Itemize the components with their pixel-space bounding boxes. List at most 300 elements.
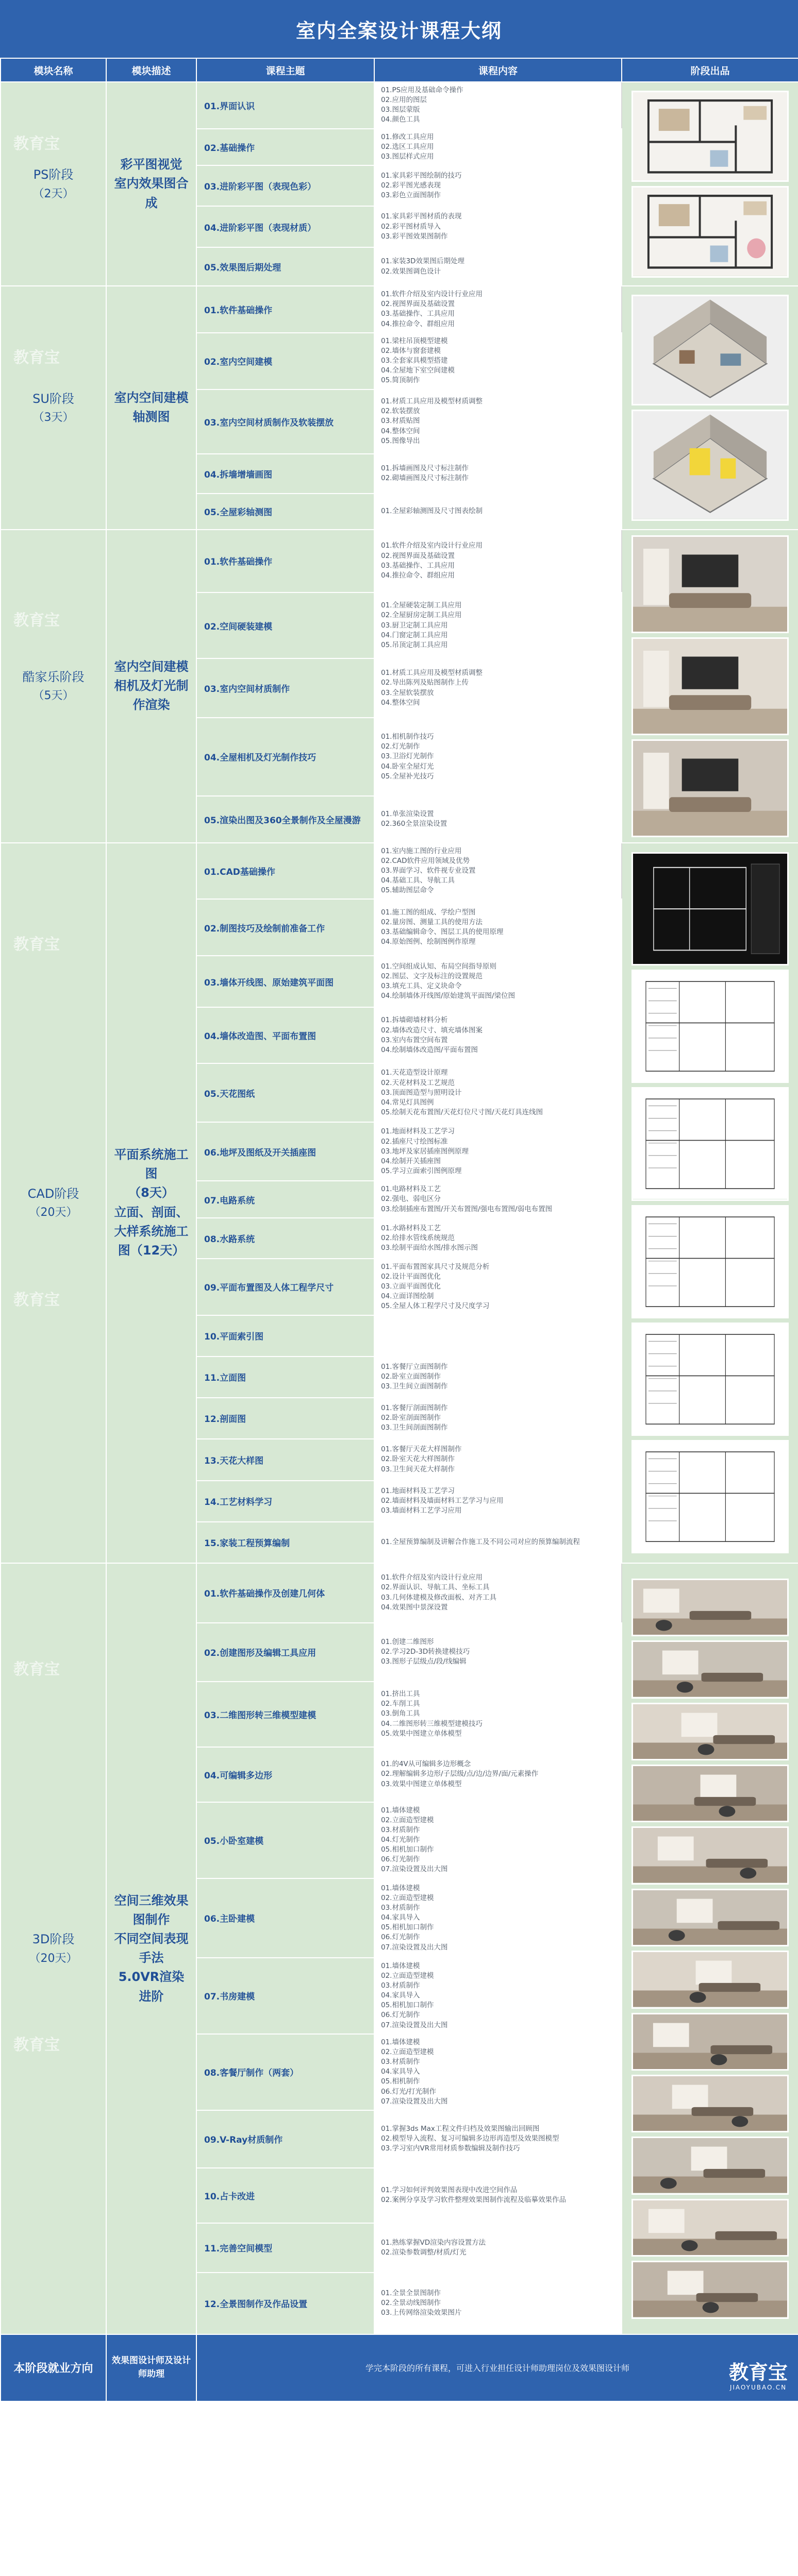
content-line: 01.水路材料及工艺	[381, 1224, 441, 1232]
content-line: 01.天花造型设计原理	[381, 1069, 448, 1077]
footer-desc: 效果图设计师及设计师助理	[106, 2334, 196, 2401]
content-line: 02.选区工具应用	[381, 142, 434, 151]
col-header-topic: 课程主题	[196, 58, 374, 82]
output-image	[631, 1703, 789, 1760]
content-line: 03.材质制作	[381, 1825, 420, 1834]
content-line: 01.平面布置图家具尺寸及规范分析	[381, 1262, 490, 1271]
topic-title: 01.界面认识	[196, 82, 374, 129]
content-line: 03.填充工具、定义块命令	[381, 982, 462, 991]
content-line: 04.整体空间	[381, 698, 420, 707]
content-line: 05.相机加口制作	[381, 1845, 434, 1854]
content-line: 03.墙面材料工艺学习应用	[381, 1506, 462, 1515]
content-line: 03.基础操作、工具应用	[381, 310, 455, 318]
module-name: 3D阶段	[32, 1932, 75, 1947]
topic-content	[374, 956, 622, 1007]
content-line: 02.强电、弱电区分	[381, 1195, 441, 1204]
content-line: 01.拆墙画图及尺寸标注制作	[381, 464, 469, 472]
topic-title: 01.CAD基础操作	[196, 843, 374, 900]
module-days: （3天）	[32, 411, 74, 424]
module-name-cell	[1, 1563, 106, 2334]
content-line: 06.灯光制作	[381, 1933, 420, 1942]
col-header-module-name: 模块名称	[1, 58, 106, 82]
topic-title: 14.工艺材料学习	[196, 1481, 374, 1522]
topic-content	[374, 206, 622, 247]
topic-row	[1, 1563, 798, 1623]
content-line: 02.墙面材料及墙面材料工艺学习与应用	[381, 1496, 504, 1505]
content-line: 03.顶面图造型与照明设计	[381, 1088, 462, 1097]
topic-title: 02.室内空间建模	[196, 333, 374, 389]
content-line: 04.二维图形转三维模型建模技巧	[381, 1719, 483, 1728]
footer-row	[1, 2334, 798, 2401]
content-line: 07.渲染设置及出大图	[381, 2097, 448, 2106]
output-image	[631, 852, 789, 965]
content-line: 03.学习室内VR常用材质参数编辑及制作技巧	[381, 2144, 520, 2153]
topic-title: 06.主卧建模	[196, 1878, 374, 1958]
topic-content	[374, 1398, 622, 1439]
module-name: CAD阶段	[27, 1186, 79, 1201]
output-image	[631, 739, 789, 837]
topic-row	[1, 530, 798, 592]
content-line: 01.的4V从可编辑多边形概念	[381, 1760, 471, 1769]
content-line: 01.相机制作技巧	[381, 733, 434, 741]
topic-content	[374, 1259, 622, 1315]
topic-content	[374, 1747, 622, 1802]
output-image	[631, 1951, 789, 2008]
content-line: 02.软装摆放	[381, 407, 420, 416]
content-line: 01.施工图的组成、学绘户型图	[381, 908, 476, 917]
content-line: 03.厨卫定制工具应用	[381, 621, 448, 630]
topic-content	[374, 129, 622, 165]
content-line: 04.推拉命令、群组应用	[381, 571, 455, 580]
topic-content	[374, 843, 622, 900]
content-line: 02.墙体改造尺寸、填充墙体图案	[381, 1026, 483, 1035]
module-name: SU阶段	[32, 391, 74, 406]
topic-title: 01.软件基础操作	[196, 286, 374, 333]
content-line: 05.全屋人体工程学尺寸及尺度学习	[381, 1302, 490, 1311]
content-line: 04.家具导入	[381, 1991, 420, 2000]
module-desc: 平面系统施工图 （8天） 立面、剖面、大样系统施工图（12天）	[106, 843, 196, 1563]
output-image	[631, 295, 789, 406]
content-line: 02.砌墙画图及尺寸标注制作	[381, 474, 469, 482]
header-row	[1, 58, 798, 82]
topic-title: 04.可编辑多边形	[196, 1747, 374, 1802]
col-header-content: 课程内容	[374, 58, 622, 82]
topic-title: 02.空间硬装建模	[196, 592, 374, 658]
content-line: 03.绘制平面给水图/排水图示图	[381, 1243, 478, 1252]
content-line: 01.家具彩平图材质的表现	[381, 212, 462, 221]
topic-row	[1, 82, 798, 129]
module-name-cell	[1, 843, 106, 1563]
output-image	[631, 2013, 789, 2071]
topic-content	[374, 333, 622, 389]
content-line: 05.简顶制作	[381, 376, 420, 385]
content-line: 02.卧室剖面图制作	[381, 1413, 441, 1422]
content-line: 01.全景全景图制作	[381, 2289, 441, 2298]
topic-title: 09.平面布置图及人体工程学尺寸	[196, 1259, 374, 1315]
content-line: 06.灯光制作	[381, 2011, 420, 2020]
content-line: 05.绘制天花布置图/天花灯位尺寸图/天花灯具连线图	[381, 1108, 543, 1117]
content-line: 04.家具导入	[381, 2067, 420, 2076]
watermark: 教育宝	[13, 135, 60, 153]
content-line: 01.材质工具应用及模型材质调整	[381, 669, 483, 677]
content-line: 05.效果中图建立单体模型	[381, 1729, 462, 1738]
content-line: 01.材质工具应用及模型材质调整	[381, 397, 483, 406]
content-line: 04.原始图例、绘制图例作原理	[381, 938, 476, 946]
topic-title: 06.地坪及图纸及开关插座图	[196, 1122, 374, 1181]
content-line: 03.地坪及家居插座图例原理	[381, 1147, 469, 1156]
content-line: 02.视图界面及基础设置	[381, 300, 455, 309]
content-line: 01.客餐厅天花大样图制作	[381, 1445, 462, 1454]
content-line: 01.修改工具应用	[381, 132, 434, 141]
topic-title: 02.创建图形及编辑工具应用	[196, 1623, 374, 1682]
topic-content	[374, 1802, 622, 1878]
module-name-cell	[1, 82, 106, 286]
topic-content	[374, 530, 622, 592]
content-line: 03.材质制作	[381, 2058, 420, 2066]
content-line: 04.全屋地下室空间建模	[381, 366, 455, 375]
content-line: 03.图层蒙版	[381, 106, 420, 114]
topic-title: 05.小卧室建模	[196, 1802, 374, 1878]
content-line: 01.家具彩平图绘制的技巧	[381, 171, 462, 180]
content-line: 01.软件介绍及室内设计行业应用	[381, 1573, 483, 1582]
content-line: 01.学习如何评判效果图表现中改进空间作品	[381, 2186, 518, 2195]
topic-title: 04.全屋相机及灯光制作技巧	[196, 718, 374, 796]
topic-content	[374, 2223, 622, 2273]
output-image	[631, 2075, 789, 2132]
content-line: 02.墙体与窗套建模	[381, 346, 441, 355]
content-line: 02.立面造型建模	[381, 1816, 434, 1824]
content-line: 01.PS应用及基础命令操作	[381, 86, 463, 94]
topic-title: 08.客餐厅制作（两套）	[196, 2034, 374, 2110]
content-line: 02.理解编辑多边形/子层级/点/边/边界/面/元素操作	[381, 1770, 539, 1778]
content-line: 02.灯光制作	[381, 742, 420, 751]
module-name-cell	[1, 530, 106, 843]
content-line: 02.渲染参数调整/材质/灯光	[381, 2248, 467, 2257]
module-desc: 空间三维效果图制作 不同空间表现手法 5.0VR渲染进阶	[106, 1563, 196, 2334]
content-line: 01.软件介绍及室内设计行业应用	[381, 541, 483, 550]
content-line: 02.彩平图材质导入	[381, 222, 441, 231]
content-line: 04.灯光制作	[381, 1836, 420, 1844]
content-line: 04.效果图中景深设置	[381, 1603, 448, 1612]
topic-title: 13.天花大样图	[196, 1439, 374, 1481]
logo-text: 教育宝	[728, 2361, 788, 2384]
content-line: 04.绘制墙体改造图/平面布置图	[381, 1045, 478, 1054]
content-line: 07.渲染设置及出大图	[381, 2021, 448, 2029]
content-line: 01.熟练掌握VD渲染内容设置方法	[381, 2238, 486, 2247]
content-line: 01.全屋彩轴测图及尺寸图表绘制	[381, 506, 483, 515]
content-line: 01.掌握3ds Max工程文件归档及效果图输出回顾图	[381, 2125, 540, 2133]
topic-content	[374, 82, 622, 129]
topic-title: 10.平面索引图	[196, 1315, 374, 1357]
content-line: 04.常见灯具图例	[381, 1098, 434, 1107]
content-line: 02.界面认识、导航工具、坐标工具	[381, 1583, 490, 1592]
output-image	[631, 1205, 789, 1318]
content-line: 03.彩平图效果图制作	[381, 232, 448, 241]
content-line: 03.材质贴图	[381, 417, 420, 426]
content-line: 05.全屋补光技巧	[381, 772, 434, 781]
topic-content	[374, 494, 622, 530]
content-line: 02.图层、文字及标注的设置规范	[381, 972, 483, 981]
topic-content	[374, 247, 622, 286]
stage-output-gallery	[622, 82, 798, 286]
output-image	[631, 1579, 789, 1636]
module-days: （20天）	[29, 1952, 78, 1965]
topic-title: 02.制图技巧及绘制前准备工作	[196, 899, 374, 956]
content-line: 05.吊顶定制工具应用	[381, 640, 448, 649]
outline-table	[0, 58, 798, 2402]
module-desc: 室内空间建模相机及灯光制作渲染	[106, 530, 196, 843]
content-line: 05.相机制作	[381, 2077, 420, 2086]
output-image	[631, 410, 789, 521]
topic-title: 04.墙体改造图、平面布置图	[196, 1007, 374, 1063]
output-image	[631, 186, 789, 278]
output-image	[631, 2261, 789, 2318]
content-line: 01.墙体建模	[381, 1806, 420, 1815]
topic-content	[374, 2273, 622, 2334]
content-line: 03.倒角工具	[381, 1709, 420, 1718]
topic-title: 05.渲染出图及360全景制作及全屋漫游	[196, 796, 374, 842]
content-line: 05.图像导出	[381, 436, 420, 445]
content-line: 02.车削工具	[381, 1700, 420, 1708]
topic-title: 01.软件基础操作	[196, 530, 374, 592]
topic-content	[374, 2110, 622, 2168]
topic-content	[374, 389, 622, 454]
module-days: （2天）	[32, 187, 74, 200]
topic-title: 04.进阶彩平图（表现材质）	[196, 206, 374, 247]
content-line: 03.界面学习、软件视专业设置	[381, 866, 476, 875]
watermark: 教育宝	[13, 2036, 60, 2054]
content-line: 03.基础编辑命令、图层工具的使用原理	[381, 928, 504, 937]
watermark: 教育宝	[13, 349, 60, 367]
topic-content	[374, 1878, 622, 1958]
topic-content	[374, 718, 622, 796]
topic-content	[374, 1481, 622, 1522]
output-image	[631, 1440, 789, 1553]
topic-content	[374, 1958, 622, 2034]
output-image	[631, 1826, 789, 1884]
stage-output-gallery	[622, 1563, 798, 2334]
topic-title: 03.室内空间材质制作	[196, 658, 374, 717]
output-image	[631, 1323, 789, 1436]
content-line: 02.效果图调色设计	[381, 267, 441, 276]
content-line: 03.卫生间立面图制作	[381, 1382, 448, 1391]
output-image	[631, 91, 789, 182]
content-line: 02.学习2D-3D转换建模技巧	[381, 1647, 470, 1656]
topic-title: 04.拆墙增墙画图	[196, 454, 374, 494]
output-image	[631, 1889, 789, 1946]
content-line: 04.颜色工具	[381, 115, 420, 124]
content-line: 02.应用的图层	[381, 96, 427, 105]
logo-sub: JIAOYUBAO.CN	[729, 2383, 787, 2391]
content-line: 02.立面造型建模	[381, 1971, 434, 1980]
topic-title: 05.天花图纸	[196, 1063, 374, 1122]
topic-content	[374, 165, 622, 206]
content-line: 06.灯光/打光制作	[381, 2087, 437, 2096]
topic-title: 08.水路系统	[196, 1218, 374, 1259]
topic-content	[374, 796, 622, 842]
content-line: 01.室内施工图的行业应用	[381, 846, 462, 855]
footer-text: 学完本阶段的所有课程，可进入行业担任设计师助理岗位及效果图设计师	[365, 2363, 629, 2374]
topic-content	[374, 2034, 622, 2110]
output-image	[631, 1765, 789, 1822]
content-line: 07.渲染设置及出大图	[381, 1865, 448, 1874]
content-line: 04.推拉命令、群组应用	[381, 319, 455, 328]
content-line: 04.家具导入	[381, 1913, 420, 1922]
content-line: 02.视图界面及基础设置	[381, 551, 455, 560]
topic-content	[374, 592, 622, 658]
topic-content	[374, 658, 622, 717]
output-image	[631, 637, 789, 735]
content-line: 01.地面材料及工艺学习	[381, 1486, 455, 1495]
content-line: 01.客餐厅剖面图制作	[381, 1403, 448, 1412]
content-line: 01.地面材料及工艺学习	[381, 1127, 455, 1136]
topic-title: 10.占卡改进	[196, 2168, 374, 2223]
topic-content	[374, 1122, 622, 1181]
module-days: （20天）	[29, 1206, 78, 1219]
content-line: 01.客餐厅立面图制作	[381, 1362, 448, 1371]
content-line: 06.灯光制作	[381, 1855, 420, 1864]
topic-content	[374, 1315, 622, 1357]
output-image	[631, 2199, 789, 2257]
topic-content	[374, 899, 622, 956]
content-line: 03.图层样式应用	[381, 152, 434, 161]
content-line: 04.立面详图绘制	[381, 1292, 434, 1301]
content-line: 02.给排水管线系统规范	[381, 1233, 455, 1242]
topic-content	[374, 1181, 622, 1217]
footer-text-cell	[196, 2334, 798, 2401]
content-line: 03.几何体建模及修改面板、对齐工具	[381, 1593, 496, 1602]
topic-title: 05.全屋彩轴测图	[196, 494, 374, 530]
content-line: 01.拆墙砌墙材料分析	[381, 1016, 448, 1025]
content-line: 02.卧室天花大样图制作	[381, 1455, 455, 1464]
content-line: 02.全景动线图制作	[381, 2299, 441, 2308]
content-line: 05.学习立面索引图例原理	[381, 1167, 462, 1176]
content-line: 04.绘制开关插座图	[381, 1157, 441, 1165]
module-name-cell	[1, 286, 106, 529]
content-line: 02.天花材料及工艺规范	[381, 1078, 455, 1087]
module-days: （5天）	[32, 689, 74, 703]
topic-content	[374, 1357, 622, 1398]
col-header-module-desc: 模块描述	[106, 58, 196, 82]
content-line: 03.彩色立面图制作	[381, 191, 441, 200]
content-line: 03.材质制作	[381, 1903, 420, 1912]
output-image	[631, 2137, 789, 2194]
stage-output-gallery	[622, 843, 798, 1563]
content-line: 04.绘制墙体开线图/原始建筑平面图/梁位图	[381, 992, 516, 1001]
watermark: 教育宝	[13, 1291, 60, 1309]
content-line: 04.基础工具、导航工具	[381, 876, 455, 885]
topic-title: 12.剖面图	[196, 1398, 374, 1439]
topic-row	[1, 843, 798, 900]
topic-title: 11.立面图	[196, 1357, 374, 1398]
topic-title: 03.墙体开线图、原始建筑平面图	[196, 956, 374, 1007]
content-line: 03.卫生间天花大样制作	[381, 1465, 455, 1473]
module-name: PS阶段	[33, 167, 74, 182]
output-image	[631, 970, 789, 1083]
content-line: 01.软件介绍及室内设计行业应用	[381, 290, 483, 299]
content-line: 05.辅助图层命令	[381, 886, 434, 895]
topic-title: 03.室内空间材质制作及软装摆放	[196, 389, 374, 454]
content-line: 02.量房图、测量工具的使用方法	[381, 918, 483, 927]
content-line: 02.立面造型建模	[381, 2047, 434, 2056]
topic-title: 07.电路系统	[196, 1181, 374, 1217]
brand-logo	[729, 2363, 788, 2391]
content-line: 01.全屋预算编制及讲解合作施工及不同公司对应的预算编制流程	[381, 1537, 580, 1546]
topic-content	[374, 1007, 622, 1063]
topic-title: 12.全景图制作及作品设置	[196, 2273, 374, 2334]
content-line: 01.墙体建模	[381, 2038, 420, 2046]
content-line: 02.彩平图光感表现	[381, 181, 441, 190]
content-line: 03.材质制作	[381, 1981, 420, 1990]
content-line: 02.设计平面图优化	[381, 1272, 441, 1281]
page-title: 室内全案设计课程大纲	[0, 0, 798, 58]
topic-title: 15.家装工程预算编制	[196, 1522, 374, 1563]
stage-output-gallery	[622, 530, 798, 843]
content-line: 02.插座尺寸绘图标准	[381, 1137, 448, 1146]
content-line: 02.CAD软件应用领域及优势	[381, 856, 470, 865]
topic-content	[374, 454, 622, 494]
content-line: 02.全屋厨房定制工具应用	[381, 611, 462, 620]
content-line: 04.卧室全屋灯光	[381, 762, 434, 771]
topic-content	[374, 1063, 622, 1122]
topic-title: 01.软件基础操作及创建几何体	[196, 1563, 374, 1623]
watermark: 教育宝	[13, 1660, 60, 1679]
content-line: 07.渲染设置及出大图	[381, 1943, 448, 1952]
topic-content	[374, 1623, 622, 1682]
output-image	[631, 1640, 789, 1698]
content-line: 03.卫生间剖面图制作	[381, 1423, 448, 1432]
content-line: 03.基础操作、工具应用	[381, 561, 455, 570]
content-line: 03.全套家具模型搭建	[381, 357, 448, 365]
content-line: 03.室内布置空间布置	[381, 1036, 448, 1044]
content-line: 02.立面造型建模	[381, 1893, 434, 1902]
module-desc: 彩平图视觉 室内效果图合成	[106, 82, 196, 286]
content-line: 03.效果中图建立单体模型	[381, 1780, 462, 1788]
content-line: 03.卫浴灯光制作	[381, 752, 434, 761]
content-line: 03.上传网络渲染效果图片	[381, 2309, 462, 2317]
topic-content	[374, 1522, 622, 1563]
output-image	[631, 535, 789, 633]
content-line: 02.案例分享及学习软件整理效果图制作流程及临摹效果作品	[381, 2196, 566, 2205]
content-line: 01.家装3D效果图后期处理	[381, 257, 464, 266]
content-line: 02.360全景渲染设置	[381, 820, 447, 828]
topic-title: 03.二维图形转三维模型建模	[196, 1682, 374, 1747]
topic-title: 09.V-Ray材质制作	[196, 2110, 374, 2168]
watermark: 教育宝	[13, 611, 60, 630]
topic-content	[374, 1682, 622, 1747]
content-line: 01.墙体建模	[381, 1884, 420, 1892]
module-desc: 室内空间建模轴测图	[106, 286, 196, 529]
content-line: 01.挤出工具	[381, 1690, 420, 1699]
content-line: 03.全屋软装摆放	[381, 688, 434, 697]
watermark: 教育宝	[13, 935, 60, 954]
topic-title: 07.书房建模	[196, 1958, 374, 2034]
content-line: 04.门窗定制工具应用	[381, 631, 448, 639]
topic-content	[374, 1218, 622, 1259]
topic-row	[1, 286, 798, 333]
topic-title: 03.进阶彩平图（表现色彩）	[196, 165, 374, 206]
content-line: 05.相机加口制作	[381, 2001, 434, 2010]
topic-content	[374, 2168, 622, 2223]
content-line: 04.整体空间	[381, 427, 420, 435]
content-line: 02.导出陈列及贴图制作上传	[381, 679, 469, 687]
col-header-output: 阶段出品	[622, 58, 798, 82]
topic-title: 05.效果图后期处理	[196, 247, 374, 286]
content-line: 01.梁柱吊顶模型建模	[381, 336, 448, 345]
content-line: 03.绘制插座布置图/开关布置图/强电布置图/弱电布置图	[381, 1205, 553, 1213]
stage-output-gallery	[622, 286, 798, 529]
topic-title: 02.基础操作	[196, 129, 374, 165]
